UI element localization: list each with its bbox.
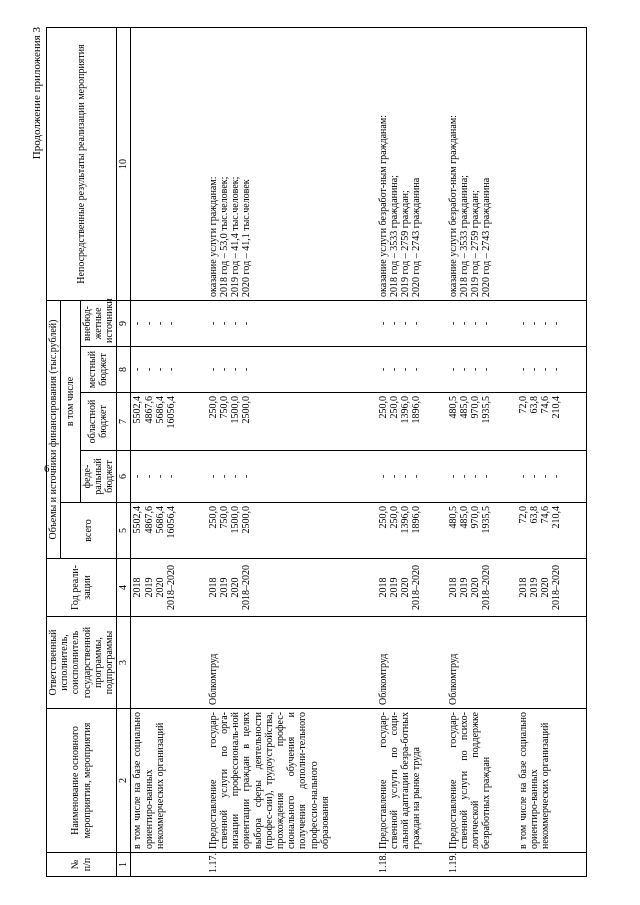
total-cell — [207, 503, 377, 559]
cell-value: - — [165, 321, 177, 326]
cell-value: - — [207, 367, 219, 372]
total-cell — [447, 503, 517, 559]
cell-value: - — [219, 321, 230, 326]
responsible-executor: Облкомтруд — [207, 617, 377, 709]
header-regional: областной бюджет — [80, 393, 117, 451]
cell-value: 2018–2020 — [551, 565, 563, 610]
cell-value: 74,6 — [540, 396, 552, 414]
year-cell — [207, 559, 377, 617]
cell-value: - — [411, 367, 423, 372]
local-cell — [447, 347, 517, 393]
cell-value: - — [389, 474, 400, 479]
responsible-executor: Облкомтруд — [377, 617, 447, 709]
results-cell — [377, 28, 447, 301]
cell-value: - — [241, 367, 253, 372]
cell-value: 2500,0 — [241, 506, 253, 534]
cell-value: - — [529, 474, 540, 479]
cell-value: - — [241, 474, 253, 479]
responsible-executor — [517, 617, 587, 709]
cell-value: 2020 — [400, 577, 412, 598]
cell-value: - — [389, 321, 400, 326]
cell-value: - — [447, 321, 459, 326]
column-number-row — [117, 28, 131, 877]
header-finance: Объемы и источники финансирования (тыс.рублей) — [47, 300, 61, 558]
table-row — [447, 28, 517, 877]
cell-value: - — [143, 474, 155, 479]
cell-value: - — [459, 474, 470, 479]
cell-value: - — [447, 367, 459, 372]
cell-value: - — [207, 321, 219, 326]
header-results: Непосредственные результаты реализации мероприятия — [47, 28, 117, 301]
cell-value: - — [154, 321, 166, 326]
cell-value: - — [540, 367, 552, 372]
cell-value: - — [143, 321, 155, 326]
cell-value: - — [132, 474, 144, 479]
cell-value: - — [470, 321, 482, 326]
result-line: 2020 год – 2743 гражданина — [411, 177, 423, 297]
cell-value: 5686,4 — [154, 506, 166, 534]
cell-value: - — [165, 474, 177, 479]
cell-value: 1500,0 — [230, 506, 242, 534]
cell-value: - — [481, 367, 493, 372]
cell-value: - — [470, 474, 482, 479]
year-cell — [377, 559, 447, 617]
results-cell — [517, 28, 587, 301]
cell-value: - — [400, 474, 412, 479]
cell-value: 750,0 — [219, 506, 230, 529]
row-number — [131, 853, 207, 877]
offbudget-cell — [517, 300, 587, 346]
cell-value: 16056,4 — [165, 506, 177, 539]
rotated-table-container — [28, 27, 633, 877]
cell-value: - — [529, 367, 540, 372]
cell-value: 2019 — [389, 577, 400, 598]
cell-value: - — [241, 321, 253, 326]
col-number: 6 — [117, 451, 131, 503]
cell-value: - — [219, 474, 230, 479]
cell-value: 2020 — [154, 577, 166, 598]
cell-value: - — [459, 321, 470, 326]
cell-value: 2020 — [540, 577, 552, 598]
cell-value: 72,0 — [517, 506, 529, 524]
col-number: 5 — [117, 503, 131, 559]
regional-cell — [131, 393, 207, 451]
cell-value: 2018 — [132, 577, 144, 598]
offbudget-cell — [377, 300, 447, 346]
cell-value: 1500,0 — [230, 396, 242, 424]
cell-value: 2018 — [377, 577, 389, 598]
cell-value: 2018 — [447, 577, 459, 598]
cell-value: 485,0 — [459, 396, 470, 419]
measure-name: Предоставление государ-ственной услуги по орга-низации профессиональ-ной ориентации граждан в целях выбора сферы деятельности (профес-сии), трудоустройства, прохождения профес-сионального обучения и получения дополни-тельного профессио-нального образования — [207, 709, 377, 853]
table-body — [131, 28, 587, 877]
cell-value: 63,8 — [529, 506, 540, 524]
result-line: 2018 год – 53,0 тыс.человек; — [219, 176, 230, 297]
cell-value: 72,0 — [517, 396, 529, 414]
table-header — [47, 28, 131, 877]
cell-value: - — [154, 367, 166, 372]
total-cell — [377, 503, 447, 559]
header-name: Наименование основного мероприятия, мероприятия — [47, 709, 117, 853]
year-cell — [517, 559, 587, 617]
col-number: 3 — [117, 617, 131, 709]
cell-value: - — [551, 474, 563, 479]
cell-value: - — [551, 321, 563, 326]
total-cell — [131, 503, 207, 559]
cell-value: - — [447, 474, 459, 479]
result-line: 2020 год – 2743 гражданина — [481, 177, 493, 297]
regional-cell — [207, 393, 377, 451]
cell-value: 2018–2020 — [481, 565, 493, 610]
cell-value: - — [230, 367, 242, 372]
local-cell — [207, 347, 377, 393]
result-line: 2019 год – 2759 граждан; — [470, 190, 482, 297]
cell-value: 2018–2020 — [411, 565, 423, 610]
cell-value: 250,0 — [377, 506, 389, 529]
cell-value: - — [132, 321, 144, 326]
cell-value: 2500,0 — [241, 396, 253, 424]
cell-value: - — [400, 367, 412, 372]
col-number: 8 — [117, 347, 131, 393]
cell-value: - — [540, 474, 552, 479]
cell-value: - — [377, 367, 389, 372]
cell-value: 1935,5 — [481, 396, 493, 424]
cell-value: 4867,6 — [143, 396, 155, 424]
responsible-executor: Облкомтруд — [447, 617, 517, 709]
col-number: 1 — [117, 853, 131, 877]
cell-value: - — [517, 474, 529, 479]
regional-cell — [517, 393, 587, 451]
cell-value: - — [219, 367, 230, 372]
cell-value: - — [411, 321, 423, 326]
result-line: 2019 год – 2759 граждан; — [400, 190, 412, 297]
total-cell — [517, 503, 587, 559]
regional-cell — [447, 393, 517, 451]
cell-value: 5686,4 — [154, 396, 166, 424]
continuation-label: Продолжение приложения 3 — [31, 27, 43, 160]
cell-value: 5502,4 — [132, 396, 144, 424]
cell-value: - — [529, 321, 540, 326]
cell-value: - — [132, 367, 144, 372]
cell-value: 2019 — [219, 577, 230, 598]
row-number: 1.17. — [207, 853, 377, 877]
measure-name: Предоставление государ-ственной услуги по психо-логической поддержке безработных граждан — [447, 709, 517, 853]
measure-name: Предоставление государ-ственной услуги по соци-альной адаптации безра-ботных граждан на рынке труда — [377, 709, 447, 853]
year-cell — [131, 559, 207, 617]
table-row — [377, 28, 447, 877]
cell-value: 2019 — [459, 577, 470, 598]
cell-value: 480,5 — [447, 506, 459, 529]
cell-value: 4867,6 — [143, 506, 155, 534]
local-cell — [377, 347, 447, 393]
offbudget-cell — [131, 300, 207, 346]
table-row — [131, 28, 207, 877]
cell-value: - — [411, 474, 423, 479]
cell-value: 250,0 — [207, 506, 219, 529]
cell-value: 970,0 — [470, 506, 482, 529]
cell-value: 1896,0 — [411, 506, 423, 534]
cell-value: 74,6 — [540, 506, 552, 524]
result-line: 2019 год – 41,4 тыс.человек; — [230, 176, 242, 297]
year-cell — [447, 559, 517, 617]
row-number — [517, 853, 587, 877]
table-row — [517, 28, 587, 877]
federal-cell — [517, 451, 587, 503]
cell-value: 210,4 — [551, 396, 563, 419]
cell-value: 2018 — [517, 577, 529, 598]
local-cell — [131, 347, 207, 393]
col-number: 4 — [117, 559, 131, 617]
cell-value: - — [481, 474, 493, 479]
cell-value: 1896,0 — [411, 396, 423, 424]
header-including: в том числе — [61, 300, 80, 502]
result-line: 2018 год – 3533 гражданина; — [459, 175, 470, 297]
cell-value: - — [377, 321, 389, 326]
cell-value: - — [207, 474, 219, 479]
cell-value: - — [481, 321, 493, 326]
cell-value: 480,5 — [447, 396, 459, 419]
measure-name: в том числе на базе социально ориентиро-ванных некоммерческих организаций — [131, 709, 207, 853]
cell-value: - — [400, 321, 412, 326]
cell-value: 210,4 — [551, 506, 563, 529]
cell-value: 2018–2020 — [165, 565, 177, 610]
regional-cell — [377, 393, 447, 451]
offbudget-cell — [447, 300, 517, 346]
measure-name: в том числе на базе социально ориентиро-ванных некоммерческих организаций — [517, 709, 587, 853]
offbudget-cell — [207, 300, 377, 346]
header-federal: феде-ральный бюджет — [80, 451, 117, 503]
cell-value: - — [470, 367, 482, 372]
col-number: 9 — [117, 300, 131, 346]
page-number: 6 — [44, 463, 50, 475]
cell-value: - — [154, 474, 166, 479]
cell-value: 750,0 — [219, 396, 230, 419]
federal-cell — [131, 451, 207, 503]
result-line: 2020 год – 41,1 тыс.человек — [241, 179, 253, 297]
header-year: Год реали-зации — [47, 559, 117, 617]
cell-value: 250,0 — [377, 396, 389, 419]
result-line: оказание услуги гражданам: — [207, 176, 219, 297]
cell-value: - — [230, 474, 242, 479]
cell-value: 1935,5 — [481, 506, 493, 534]
header-total: всего — [61, 503, 117, 559]
col-number: 10 — [117, 28, 131, 301]
cell-value: - — [389, 367, 400, 372]
cell-value: 2019 — [143, 577, 155, 598]
header-responsible: Ответственный исполнитель, соисполнитель государственной программы, подпрограммы — [47, 617, 117, 709]
cell-value: 485,0 — [459, 506, 470, 529]
cell-value: 250,0 — [207, 396, 219, 419]
results-cell — [447, 28, 517, 301]
header-local: местный бюджет — [80, 347, 117, 393]
cell-value: 2020 — [230, 577, 242, 598]
cell-value: - — [165, 367, 177, 372]
cell-value: 250,0 — [389, 396, 400, 419]
cell-value: 5502,4 — [132, 506, 144, 534]
cell-value: - — [459, 367, 470, 372]
cell-value: - — [517, 321, 529, 326]
cell-value: - — [230, 321, 242, 326]
results-cell — [207, 28, 377, 301]
cell-value: - — [517, 367, 529, 372]
cell-value: 2019 — [529, 577, 540, 598]
col-number: 2 — [117, 709, 131, 853]
col-number: 7 — [117, 393, 131, 451]
local-cell — [517, 347, 587, 393]
cell-value: 2020 — [470, 577, 482, 598]
federal-cell — [377, 451, 447, 503]
header-offbudget: внебюд-жетные источники — [80, 300, 117, 346]
cell-value: 2018 — [207, 577, 219, 598]
cell-value: 2018–2020 — [241, 565, 253, 610]
table-row — [207, 28, 377, 877]
program-table — [46, 27, 587, 877]
federal-cell — [447, 451, 517, 503]
responsible-executor — [131, 617, 207, 709]
result-line: оказание услуги безработ-ным гражданам: — [377, 115, 389, 297]
row-number: 1.19. — [447, 853, 517, 877]
header-num: № п/п — [47, 853, 117, 877]
cell-value: 250,0 — [389, 506, 400, 529]
cell-value: 63,8 — [529, 396, 540, 414]
cell-value: 1396,0 — [400, 506, 412, 534]
cell-value: - — [551, 367, 563, 372]
cell-value: 16056,4 — [165, 396, 177, 429]
cell-value: 1396,0 — [400, 396, 412, 424]
cell-value: 970,0 — [470, 396, 482, 419]
federal-cell — [207, 451, 377, 503]
result-line: оказание услуги безработ-ным гражданам: — [447, 115, 459, 297]
cell-value: - — [377, 474, 389, 479]
cell-value: - — [143, 367, 155, 372]
results-cell — [131, 28, 207, 301]
row-number: 1.18. — [377, 853, 447, 877]
result-line: 2018 год – 3533 гражданина; — [389, 175, 400, 297]
cell-value: - — [540, 321, 552, 326]
